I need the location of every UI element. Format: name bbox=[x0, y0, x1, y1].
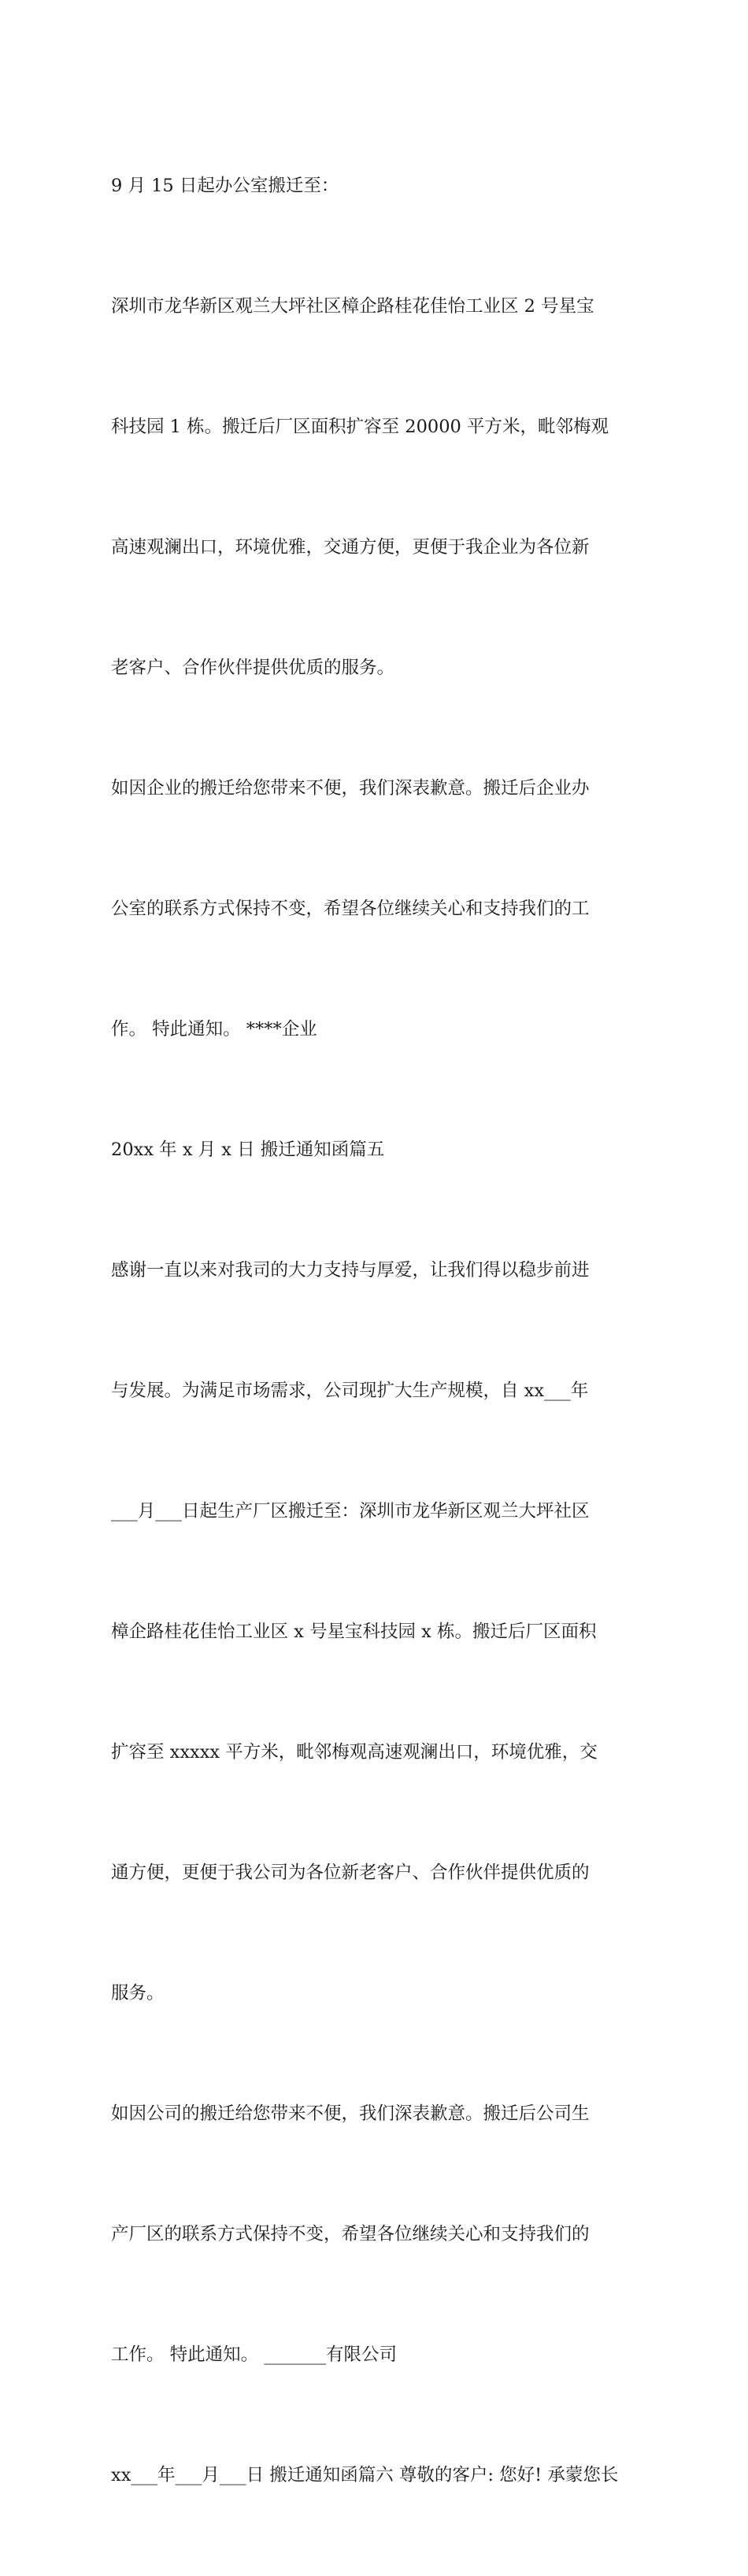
text-line: 樟企路桂花佳怡工业区 x 号星宝科技园 x 栋。搬迁后厂区面积 bbox=[111, 1622, 597, 1642]
text-line: 作。 特此通知。 ****企业 bbox=[111, 1019, 317, 1040]
text-line: 9 月 15 日起办公室搬迁至： bbox=[111, 176, 339, 196]
text-line: 产厂区的联系方式保持不变，希望各位继续关心和支持我们的 bbox=[111, 2224, 590, 2244]
text-line: 老客户、合作伙伴提供优质的服务。 bbox=[111, 658, 395, 678]
text-line: 通方便，更便于我公司为各位新老客户、合作伙伴提供优质的 bbox=[111, 1863, 590, 1883]
text-line: 工作。 特此通知。 _______有限公司 bbox=[111, 2344, 398, 2365]
text-line: xx___年___月___日 搬迁通知函篇六 尊敬的客户: 您好! 承蒙您长 bbox=[111, 2465, 619, 2485]
text-line: 如因企业的搬迁给您带来不便，我们深表歉意。搬迁后企业办 bbox=[111, 778, 590, 799]
text-line: 与发展。为满足市场需求，公司现扩大生产规模，自 xx___年 bbox=[111, 1381, 589, 1401]
section-heading: 20xx 年 x 月 x 日 搬迁通知函篇五 bbox=[111, 1140, 385, 1160]
text-line: 高速观澜出口，环境优雅，交通方便，更便于我企业为各位新 bbox=[111, 537, 590, 558]
text-line: ___月___日起生产厂区搬迁至：深圳市龙华新区观兰大坪社区 bbox=[111, 1501, 590, 1522]
text-line: 扩容至 xxxxx 平方米，毗邻梅观高速观澜出口，环境优雅，交 bbox=[111, 1742, 598, 1762]
text-line: 深圳市龙华新区观兰大坪社区樟企路桂花佳怡工业区 2 号星宝 bbox=[111, 296, 594, 317]
text-line: 感谢一直以来对我司的大力支持与厚爱，让我们得以稳步前进 bbox=[111, 1260, 590, 1281]
text-line: 服务。 bbox=[111, 1983, 165, 2003]
text-line: 科技园 1 栋。搬迁后厂区面积扩容至 20000 平方米，毗邻梅观 bbox=[111, 417, 609, 437]
document-body bbox=[111, 86, 646, 2576]
text-line: 如因公司的搬迁给您带来不便，我们深表歉意。搬迁后公司生 bbox=[111, 2103, 590, 2124]
text-line: 公室的联系方式保持不变，希望各位继续关心和支持我们的工 bbox=[111, 899, 590, 919]
